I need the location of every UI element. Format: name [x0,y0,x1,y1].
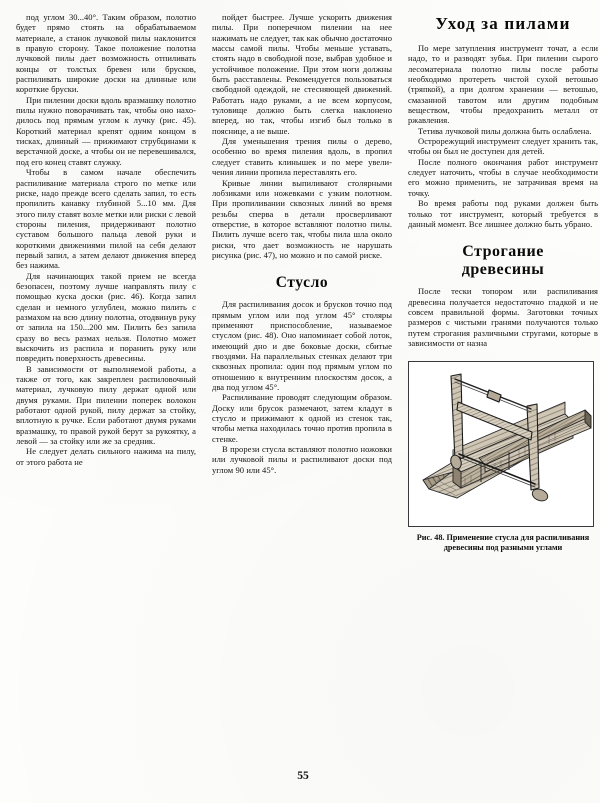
paragraph: Кривые линии выпиливают столярными лобзиками или ножевками с узким полотном. При пропиливании сквозных линий во время резьбы сперва в детали просверливают отверстие, в которое вставляют полотно пилы. Пилить лучше всего так, чтобы пила шла около риски, что дает возможность не нарушать рисунка (рис. 47), но можно и по самой риске. [212,177,392,260]
paragraph: Для распиливания досок и брусков точно под прямым углом или под углом 45° столяры применяют приспособление, называемое стуслом (рис. 48). Оно напоминает собой лоток, имеющий дно и две боковые доски, сбитые гвоздями. На параллельных стенках делают три сквозных пропила: один под прямым углом по отношению к внутренним плоскостям досок, а два под углом 45°. [212,299,392,392]
section-heading-stuslo: Стусло [275,274,329,292]
paragraph: В прорези стусла вставляют полотно ножовки или лучковой пилы и распиливают доски под углом 90 или 45°. [212,444,392,475]
paragraph: При пилении доски вдоль вразмашку полотно пилы нужно поворачивать так, чтобы оно находилось под прямым углом к лучку (рис. 45). Короткий материал крепят одним концом в тисках, длинный — прижимают струбцинами к верстачной доске, а чтобы он не перевешивался, под его конец ставят служку. [16,94,196,167]
miter-box-drawing [409,362,593,526]
paragraph: под углом 30...40°. Таким образом, полотно будет прямо стоять на обрабатываемом материале, а станок лучковой пилы наклонится в правую сторону. Такое положение полотна лучковой пилы дает возможность отпиливать концы от толстых бревен или брусков, распиливать широкие доски на длинные или короткие бруски. [16,12,196,95]
figure-48-miter-box [408,361,594,527]
paragraph: Тетива лучковой пилы должна быть ослаблена. [418,125,592,136]
paragraph: Во время работы под руками должен быть только тот инструмент, который требуется в данный момент. Все лишнее должно быть убрано. [408,198,598,229]
section-heading-uhod-za-pilami: Уход за пилами [435,14,571,33]
paragraph: После тески топором или распиливания древесина получается недостаточно гладкой и не совсем правильной формы. Заготовки точных размеров с чистыми гранями получаются только путем строгания различными стругами, которые в зависимости от назна [408,286,598,348]
paragraph: пойдет быстрее. Лучше ускорить движения пилы. При поперечном пилении на нее нажимать не следует, так как обычно достаточно массы самой пилы. Чтобы меньше уставать, стоять надо в свободной позе, выбрав удобное и устойчивое положение. При этом ноги должны быть расставлены. Рекомендуется пользоваться свободной одеждой, не стесняющей движений. Работать надо руками, а не всем корпусом, туловище должно быть слегка наклонено вперед, но так, чтобы изгиб был только в пояснице, а не выше. [212,12,392,136]
column-2 [212,12,392,475]
page-number: 55 [297,770,309,782]
heading-line-2: древесины [461,260,545,278]
paragraph: В зависимости от выполняемой работы, а также от того, как закреплен распиловочный материал, лучковую пилу держат одной или двумя руками. При пилении поперек волокон работают одной рукой, пилу держат за стойку, вплотную к ручке. Если работают двумя руками вразмашку, то правой рукой берут за рукоятку, а левой — за стойку или же за средник. [16,363,196,447]
column-1 [16,12,196,467]
paragraph: Острорежущий инструмент следует хранить так, чтобы он был не доступен для детей. [408,136,598,157]
figure-caption: Рис. 48. Применение стусла для распиливания древесины под разными углами [416,533,590,553]
heading-line-1: Строгание [462,243,544,261]
paragraph: Чтобы в самом начале обеспечить распиливание материала строго по метке или риске, надо прежде всего сделать запил, то есть пропилить канавку глубиной 5...10 мм. Для этого пилу ставят возле метки или риски с левой стороны пиления, придерживают полотно суставом большого пальца левой руки и короткими движениями пилой на себя делают первый запил, а затем делают движения вперед без нажима. [16,167,196,271]
page-columns [16,12,598,782]
paragraph: По мере затупления инструмент точат, а если надо, то и разводят зубья. При пилении сырого лесоматериала полотно пилы после работы необходимо протереть чистой сухой ветошью (тряпкой), а при долгом хранении — ветошью, смазанной тавотом или другим подобным веществом, чтобы предохранить металл от ржавления. [408,43,598,126]
paragraph: Не следует делать сильного нажима на пилу, от этого работа не [16,446,196,467]
section-heading-strroganie-drevesiny [408,229,598,286]
paragraph: Распиливание проводят следующим образом. Доску или брусок размечают, затем кладут в стусло и прижимают к одной из стенок так, чтобы метка находилась точно против пропила в стенке. [212,392,392,444]
paragraph: Для начинающих такой прием не всегда безопасен, поэтому лучше направлять пилу с помощью куска доски (рис. 46). Когда запил сделан и немного углублен, можно пилить с размахом на всю длину полотна, отодвинув руку от запила на 150...200 мм. Пилить без запила сразу во весь размах нельзя. Полотно может выскочить из распила и поранить руку или повредить поверхность древесины. [16,270,196,364]
column-3 [408,12,598,553]
paragraph: После полного окончания работ инструмент следует наточить, чтобы в случае необходимости его можно применить, не затрачивая время на точку. [408,156,598,198]
paragraph: Для уменьшения трения пилы о дерево, особенно во время пиления вдоль, в пропил следует ставить клинышек и по мере увеличения линии пропила переставлять его. [212,136,392,178]
